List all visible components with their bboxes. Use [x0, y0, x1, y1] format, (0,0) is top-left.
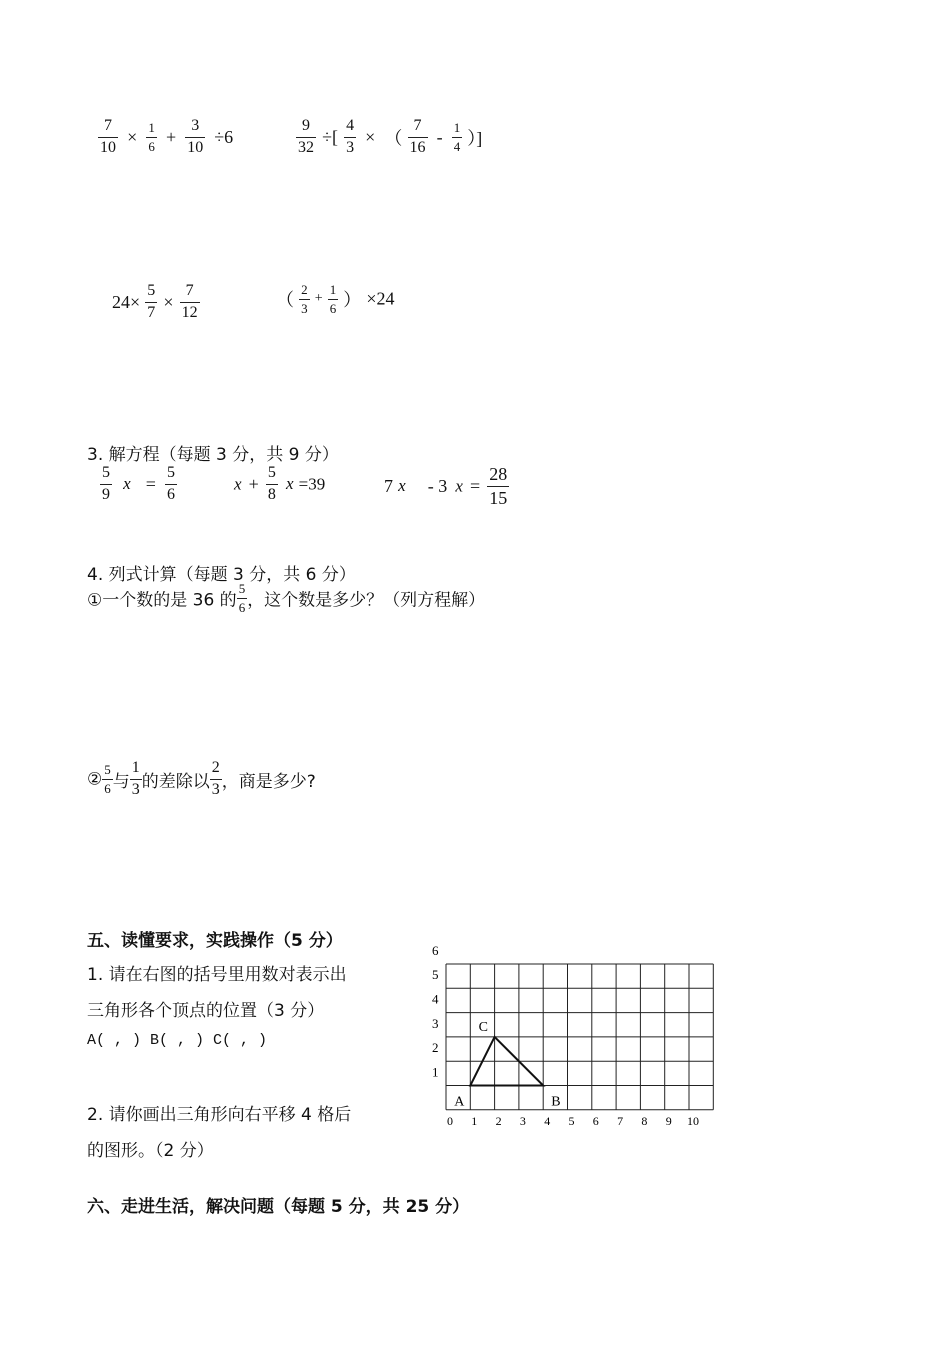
fraction — [452, 121, 463, 153]
fraction — [102, 763, 113, 795]
numerator: 5 — [166, 464, 175, 481]
denominator: 7 — [147, 303, 156, 321]
x-tick-label: 5 — [568, 1113, 575, 1128]
denominator: 16 — [409, 138, 426, 156]
x-tick-label: 10 — [687, 1113, 699, 1128]
y-tick-label: 2 — [432, 1040, 439, 1056]
calc-expression-3 — [112, 283, 200, 322]
denominator: 10 — [187, 138, 204, 156]
question-5-1-line1: 1. 请在右图的括号里用数对表示出 — [87, 965, 347, 985]
numerator: 1 — [148, 120, 155, 136]
variable: x — [123, 474, 131, 494]
calc-expression-2 — [296, 118, 482, 157]
denominator: 10 — [100, 138, 116, 156]
paren: （ — [276, 290, 294, 311]
operator: = — [469, 475, 481, 496]
operator: ×24 — [366, 288, 395, 309]
fraction — [145, 283, 157, 322]
denominator: 6 — [148, 138, 155, 154]
operator: - 3 — [427, 475, 448, 496]
equation-1 — [100, 465, 177, 504]
fraction — [487, 465, 509, 508]
denominator: 6 — [238, 599, 246, 615]
section-4-title: 4. 列式计算（每题 3 分，共 6 分） — [87, 565, 356, 585]
fraction — [100, 465, 112, 504]
question-5-2-line1: 2. 请你画出三角形向右平移 4 格后 — [87, 1105, 352, 1125]
section-6-title: 六、走进生活，解决问题（每题 5 分，共 25 分） — [87, 1197, 470, 1217]
question-text: 与 — [112, 771, 130, 792]
question-text: 的差除以 — [141, 771, 210, 792]
numerator: 3 — [191, 117, 200, 134]
denominator: 3 — [211, 780, 220, 798]
calc-expression-1 — [98, 118, 237, 157]
x-tick-label: 0 — [447, 1113, 453, 1128]
operator: =39 — [298, 474, 326, 494]
grid-lines — [446, 964, 713, 1110]
y-tick-label: 4 — [432, 991, 439, 1007]
y-tick-label: 6 — [432, 942, 439, 958]
operator: × — [163, 291, 174, 312]
x-tick-label: 2 — [495, 1113, 502, 1128]
operator: + — [248, 473, 259, 494]
x-tick-label: 1 — [471, 1113, 478, 1128]
operator: × — [365, 126, 376, 147]
denominator: 3 — [301, 300, 308, 316]
fraction — [344, 118, 356, 157]
y-tick-label: 1 — [432, 1064, 439, 1080]
coordinate-answers: A( , ) B( , ) C( , ) — [87, 1032, 268, 1049]
x-tick-label: 4 — [544, 1113, 551, 1128]
operator: - — [436, 126, 443, 147]
denominator: 6 — [166, 485, 175, 503]
paren: ）] — [467, 128, 483, 149]
section-3-title: 3. 解方程（每题 3 分，共 9 分） — [87, 445, 339, 465]
denominator: 6 — [329, 300, 337, 316]
vertex-label-c: C — [478, 1019, 488, 1035]
denominator: 3 — [131, 780, 140, 798]
fraction — [98, 118, 118, 157]
numerator: 28 — [489, 464, 508, 484]
numerator: 2 — [211, 759, 220, 776]
question-5-1-line2: 三角形各个顶点的位置（3 分） — [87, 1001, 325, 1021]
numerator: 7 — [104, 117, 112, 134]
numerator: 1 — [453, 120, 461, 136]
paren: ） — [343, 290, 362, 311]
numerator: 2 — [301, 282, 308, 297]
x-tick-label: 9 — [665, 1113, 672, 1128]
fraction — [210, 760, 222, 799]
question-4-1 — [87, 582, 485, 614]
operator: = — [145, 473, 156, 494]
paren: （ — [384, 128, 403, 149]
numerator: 7 — [185, 282, 194, 299]
numerator: 5 — [238, 581, 246, 596]
x-tick-label: 6 — [592, 1113, 599, 1128]
variable: x — [455, 476, 463, 496]
numerator: 7 — [413, 117, 422, 134]
fraction — [296, 118, 316, 157]
calc-expression-4 — [276, 283, 395, 315]
question-text: ② — [87, 769, 103, 790]
numerator: 5 — [147, 282, 156, 299]
variable: x — [285, 474, 294, 494]
question-text: ，这个数是多少？（列方程解） — [247, 590, 486, 611]
variable: x — [234, 474, 242, 494]
numerator: 9 — [302, 117, 310, 134]
question-5-2-line2: 的图形。（2 分） — [87, 1141, 214, 1161]
fraction — [130, 760, 142, 799]
numerator: 4 — [346, 117, 355, 134]
coordinate-grid — [420, 940, 740, 1140]
numerator: 5 — [104, 762, 111, 778]
denominator: 15 — [489, 487, 508, 508]
numerator: 1 — [329, 282, 337, 297]
fraction — [299, 283, 310, 315]
operator: + — [314, 291, 323, 307]
x-tick-label: 7 — [617, 1113, 624, 1128]
denominator: 9 — [102, 485, 110, 503]
fraction — [165, 465, 177, 504]
equation-3 — [384, 465, 509, 508]
fraction — [146, 121, 157, 153]
denominator: 12 — [181, 303, 198, 321]
numerator: 1 — [131, 759, 140, 776]
fraction — [185, 118, 205, 157]
fraction — [266, 465, 278, 504]
section-5-title: 五、读懂要求，实践操作（5 分） — [87, 931, 343, 951]
y-axis-labels — [432, 943, 439, 1080]
denominator: 6 — [104, 780, 111, 796]
question-4-2 — [87, 760, 316, 799]
x-axis-labels — [447, 1114, 699, 1128]
coefficient: 7 — [384, 475, 393, 496]
operator: 24× — [112, 291, 141, 312]
y-tick-label: 3 — [432, 1015, 439, 1031]
fraction — [328, 283, 339, 315]
denominator: 3 — [346, 138, 355, 156]
y-tick-label: 5 — [432, 967, 439, 983]
operator: × — [127, 126, 138, 147]
fraction — [180, 283, 200, 322]
numerator: 5 — [102, 464, 110, 481]
fraction — [408, 118, 428, 157]
equation-2 — [234, 465, 325, 504]
variable: x — [398, 476, 406, 496]
x-tick-label: 3 — [519, 1113, 526, 1128]
x-tick-label: 8 — [641, 1113, 648, 1128]
vertex-label-b: B — [551, 1094, 561, 1110]
question-text: ①一个数的是 36 的 — [87, 590, 237, 611]
fraction — [237, 582, 248, 614]
operator: ÷[ — [322, 126, 338, 147]
denominator: 8 — [267, 485, 276, 503]
question-text: ，商是多少? — [221, 771, 316, 792]
denominator: 4 — [453, 138, 461, 154]
operator: + — [165, 126, 177, 147]
denominator: 32 — [298, 138, 314, 156]
numerator: 5 — [267, 464, 276, 481]
operator: ÷6 — [214, 126, 234, 147]
vertex-label-a: A — [454, 1094, 465, 1110]
